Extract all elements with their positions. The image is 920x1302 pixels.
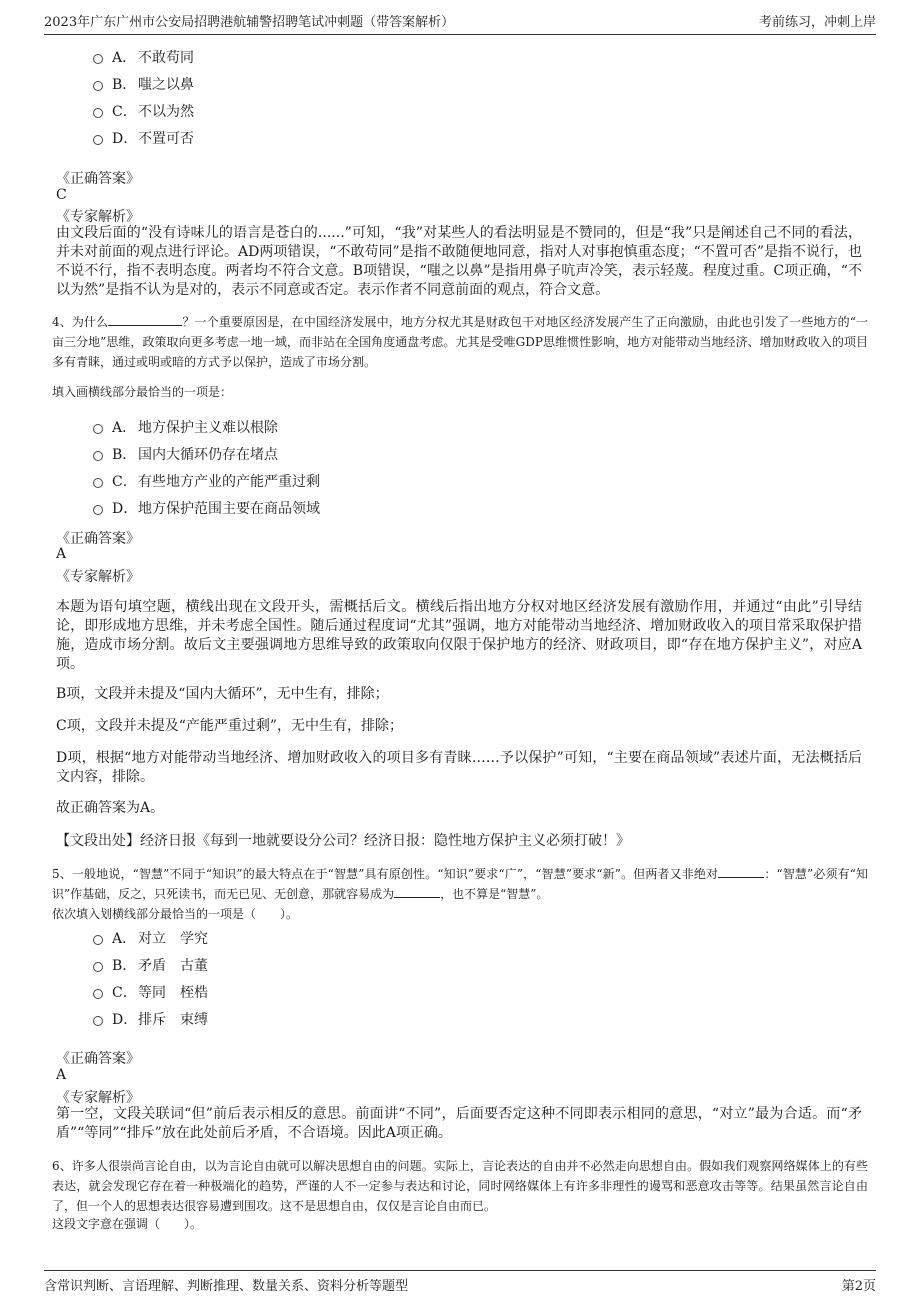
q4-option-b[interactable]: B． 国内大循环仍存在堵点 [93, 444, 278, 464]
q6-prompt: 这段文字意在强调（ ）。 [52, 1217, 203, 1231]
page-number: 第2页 [841, 1279, 876, 1294]
q5-option-c[interactable]: C． 等同 桎梏 [93, 982, 208, 1002]
q4-source: 【文段出处】经济日报《每到一地就要设分公司？经济日报：隐性地方保护主义必须打破！》 [56, 833, 630, 849]
fill-blank [394, 885, 440, 898]
q5-answer: A [56, 1067, 67, 1083]
q4-option-c[interactable]: C． 有些地方产业的产能严重过剩 [93, 471, 320, 491]
radio-icon[interactable] [93, 962, 103, 972]
q4-prompt: 填入画横线部分最恰当的一项是： [52, 385, 233, 399]
q3-answer-label: 《正确答案》 [56, 171, 140, 187]
radio-icon[interactable] [93, 935, 103, 945]
q4-analysis-p5: 故正确答案为A。 [56, 800, 165, 816]
radio-icon[interactable] [93, 505, 103, 515]
q4-answer-label: 《正确答案》 [56, 531, 140, 547]
radio-icon[interactable] [93, 424, 103, 434]
q3-option-d[interactable]: D． 不置可否 [93, 128, 194, 148]
q5-analysis: 第一空，文段关联词“但”前后表示相反的意思。前面讲“不同”，后面要否定这种不同即表示相同的意思，“对立”最为合适。而“矛盾”“等同”“排斥”放在此处前后矛盾，不合语境。因此A项正确。 [56, 1106, 862, 1141]
q3-analysis: 由文段后面的“没有诗味儿的语言是苍白的......”可知，“我”对某些人的看法明显是不赞同的，但是“我”只是阐述自己不同的看法，并未对前面的观点进行评论。AD两项错误，“不敢苟同”是指不敢随便地同意，指对人对事抱慎重态度；“不置可否”是指不说行，也不说不行，指不表明态度。两者均不符合文意。B项错误，“嗤之以鼻”是指用鼻子吭声冷笑，表示轻蔑。程度过重。C项正确，“不以为然”是指不认为是对的，表示不同意或否定。表示作者不同意前面的观点，符合文意。 [56, 225, 862, 298]
radio-icon[interactable] [93, 1016, 103, 1026]
q5-prompt: 依次填入划横线部分最恰当的一项是（ ）。 [52, 907, 299, 921]
q4-option-d[interactable]: D． 地方保护范围主要在商品领域 [93, 498, 320, 518]
radio-icon[interactable] [93, 54, 103, 64]
q4-option-a[interactable]: A． 地方保护主义难以根除 [93, 417, 278, 437]
q4-analysis-p3: C项，文段并未提及“产能严重过剩”，无中生有，排除； [56, 718, 404, 734]
q5-answer-label: 《正确答案》 [56, 1051, 140, 1067]
header-slogan: 考前练习，冲刺上岸 [758, 15, 876, 30]
q4-analysis-p4: D项，根据“地方对能带动当地经济、增加财政收入的项目多有青睐……予以保护”可知，“主要在商品领域”表述片面，无法概括后文内容，排除。 [56, 750, 862, 785]
q5-stem: 5、一般地说，“智慧”不同于“知识”的最大特点在于“智慧”具有原创性。“知识”要求“广”，“智慧”要求“新”。但两者又非绝对 ：“智慧”必须有“知识”作基础，反之，只死读书，而无已见、无创意，那就容易成为 ，也不算是“智慧”。 [52, 867, 869, 901]
q6-stem: 6、许多人很崇尚言论自由，以为言论自由就可以解决思想自由的问题。实际上，言论表达的自由并不必然走向思想自由。假如我们观察网络媒体上的有些表达，就会发现它存在着一种极端化的趋势，严谨的人不一定参与表达和讨论，同时网络媒体上有许多非理性的谩骂和恶意攻击等等。结果虽然言论自由了，但一个人的思想表达很容易遭到围攻。这不是思想自由，仅仅是言论自由而已。 [52, 1159, 868, 1213]
q5-analysis-label: 《专家解析》 [56, 1090, 140, 1106]
q5-option-d[interactable]: D． 排斥 束缚 [93, 1009, 208, 1029]
radio-icon[interactable] [93, 135, 103, 145]
fill-blank [108, 313, 182, 326]
q4-answer: A [56, 546, 67, 562]
q4-analysis-p2: B项，文段并未提及“国内大循环”，无中生有，排除； [56, 686, 389, 702]
q5-option-a[interactable]: A． 对立 学究 [93, 928, 208, 948]
q3-analysis-label: 《专家解析》 [56, 209, 140, 225]
footer-text: 含常识判断、言语理解、判断推理、数量关系、资料分析等题型 [44, 1279, 409, 1294]
q5-option-b[interactable]: B． 矛盾 古董 [93, 955, 208, 975]
page-footer [44, 1270, 876, 1294]
q3-option-b[interactable]: B． 嗤之以鼻 [93, 74, 194, 94]
page-header [44, 11, 876, 35]
radio-icon[interactable] [93, 478, 103, 488]
q4-analysis-label: 《专家解析》 [56, 569, 140, 585]
header-title: 2023年广东广州市公安局招聘港航辅警招聘笔试冲刺题（带答案解析） [44, 15, 455, 30]
radio-icon[interactable] [93, 451, 103, 461]
q3-option-a[interactable]: A． 不敢苟同 [93, 47, 194, 67]
radio-icon[interactable] [93, 108, 103, 118]
radio-icon[interactable] [93, 81, 103, 91]
radio-icon[interactable] [93, 989, 103, 999]
fill-blank [718, 865, 764, 878]
q4-analysis-p1: 本题为语句填空题，横线出现在文段开头，需概括后文。横线后指出地方分权对地区经济发展有激励作用，并通过“由此”引导结论，即形成地方思维，并未考虑全国性。随后通过程度词“尤其”强调，地方对能带动当地经济、增加财政收入的项目常采取保护措施，造成市场分割。故后文主要强调地方思维导致的政策取向仅限于保护地方的经济、财政项目，即“存在地方保护主义”，对应A项。 [56, 599, 862, 672]
q3-option-c[interactable]: C． 不以为然 [93, 101, 194, 121]
q4-stem: 4、为什么 ？一个重要原因是，在中国经济发展中，地方分权尤其是财政包干对地区经济发展产生了正向激励，由此也引发了一些地方的“一亩三分地”思维，政策取向更多考虑一地一域，而非站在全国角度通盘考虑。尤其是受唯GDP思维惯性影响，地方对能带动当地经济、增加财政收入的项目多有青睐，通过或明或暗的方式予以保护，造成了市场分割。 [52, 315, 869, 369]
q3-answer: C [56, 187, 67, 203]
